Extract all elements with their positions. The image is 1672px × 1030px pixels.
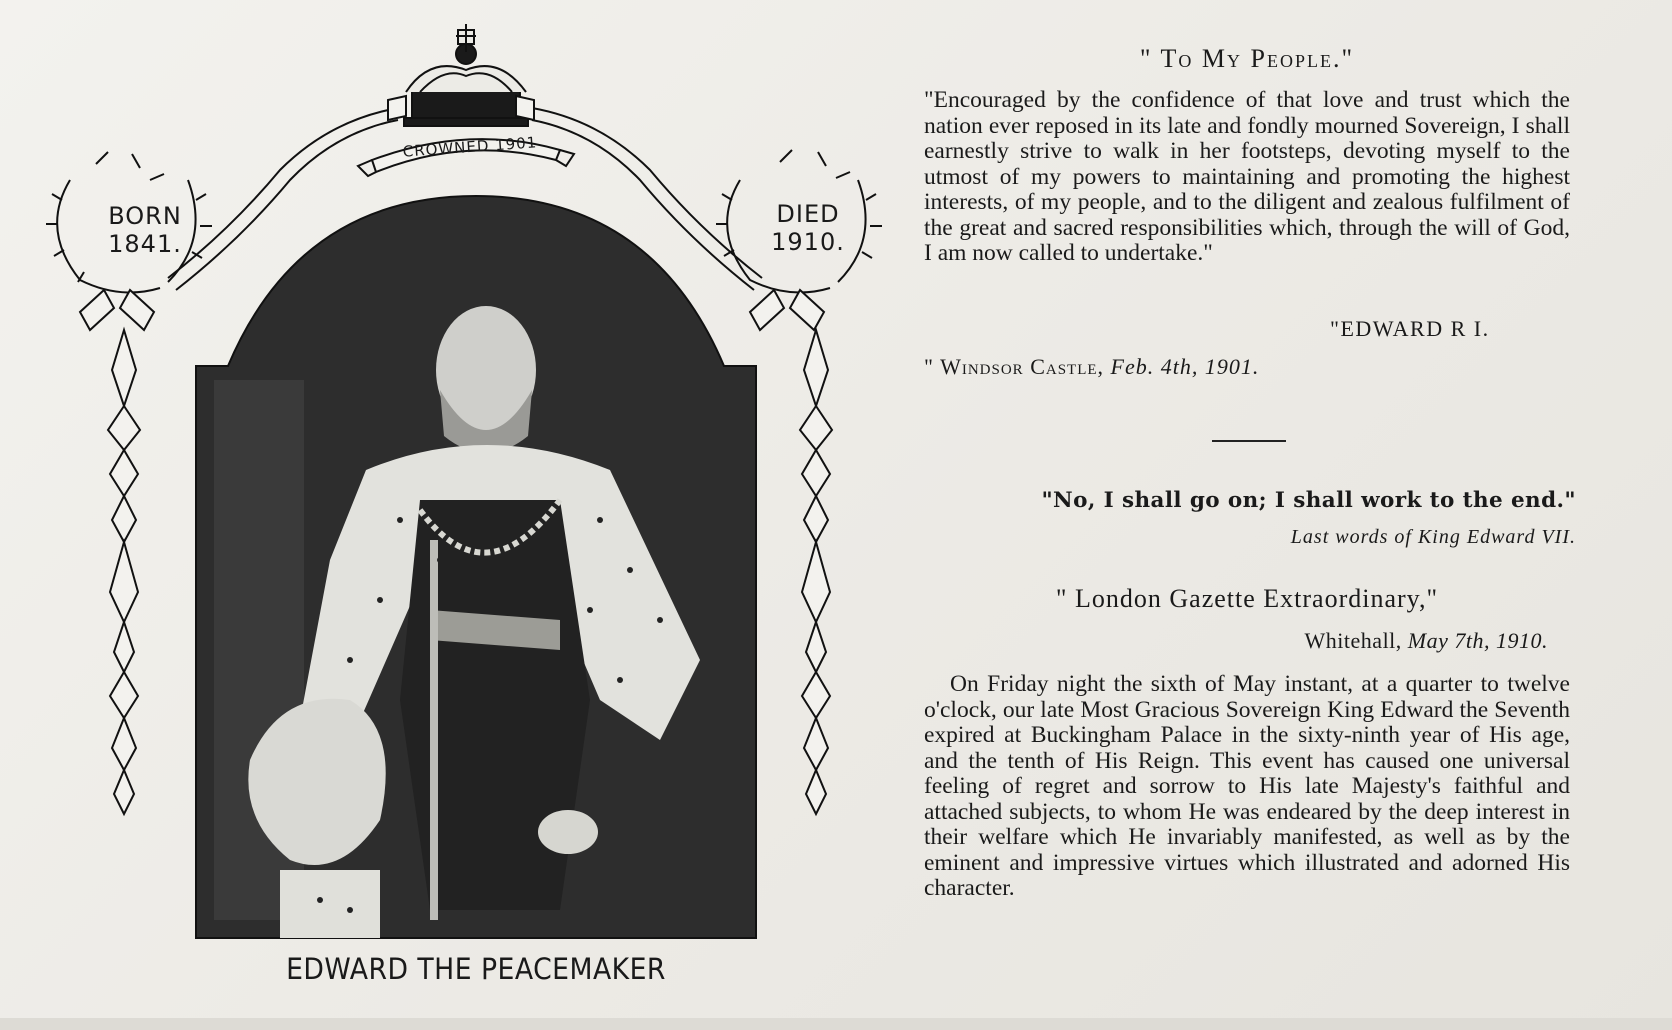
crown-icon bbox=[404, 24, 528, 126]
died-year: 1910. bbox=[771, 228, 845, 256]
last-words-quote: "No, I shall go on; I shall work to the end." bbox=[1041, 488, 1576, 513]
proclamation-dateline bbox=[924, 354, 1259, 380]
born-caption bbox=[90, 202, 200, 258]
portrait-title: EDWARD THE PEACEMAKER bbox=[286, 952, 666, 986]
gazette-body: On Friday night the sixth of May instant, at a quarter to twelve o'clock, our late Most Gracious Sovereign King Edward the Seventh expired at Buckingham Palace in the sixty-ninth year of His age, and the tenth of His Reign. This event has caused one universal feeling of regret and sorrow to His late Majesty's faithful and attached subjects, to whom He was endeared by the deep interest in their welfare which He invariably manifested, as well as by the eminent and impressive virtues which illustrated and adorned His character. bbox=[924, 671, 1570, 901]
proclamation-heading: " To My People." bbox=[1139, 44, 1355, 73]
left-pendant bbox=[108, 330, 140, 814]
born-year: 1841. bbox=[108, 230, 182, 258]
gazette-dateline bbox=[924, 628, 1548, 654]
died-caption bbox=[758, 200, 858, 256]
gazette-place: Whitehall, bbox=[1304, 628, 1402, 653]
gazette-heading: " London Gazette Extraordinary," bbox=[1055, 584, 1439, 613]
proclamation-body: "Encouraged by the confidence of that love and trust which the nation ever reposed in its late and fondly mourned Sovereign, I shall earnestly strive to walk in her footsteps, devoting myself to the utmost of my powers to maintaining and promoting the highest interests, of my people, and to the diligent and zealous fulfilment of the great and sacred responsibilities which, through the will of God, I am now called to undertake." bbox=[924, 87, 1570, 266]
proclamation-place: " Windsor Castle, bbox=[924, 354, 1105, 379]
born-label: BORN bbox=[108, 202, 182, 230]
proclamation-date: Feb. 4th, 1901. bbox=[1110, 354, 1260, 379]
gazette-date: May 7th, 1910. bbox=[1407, 628, 1548, 653]
proclamation-signature: "EDWARD R I. bbox=[1330, 316, 1490, 341]
died-label: DIED bbox=[776, 200, 840, 228]
right-pendant bbox=[800, 330, 832, 814]
king-portrait-photo bbox=[196, 196, 756, 938]
crowned-label: CROWNED 1901 bbox=[402, 133, 538, 161]
section-divider bbox=[1212, 440, 1286, 442]
last-words-source: Last words of King Edward VII. bbox=[1290, 526, 1576, 548]
